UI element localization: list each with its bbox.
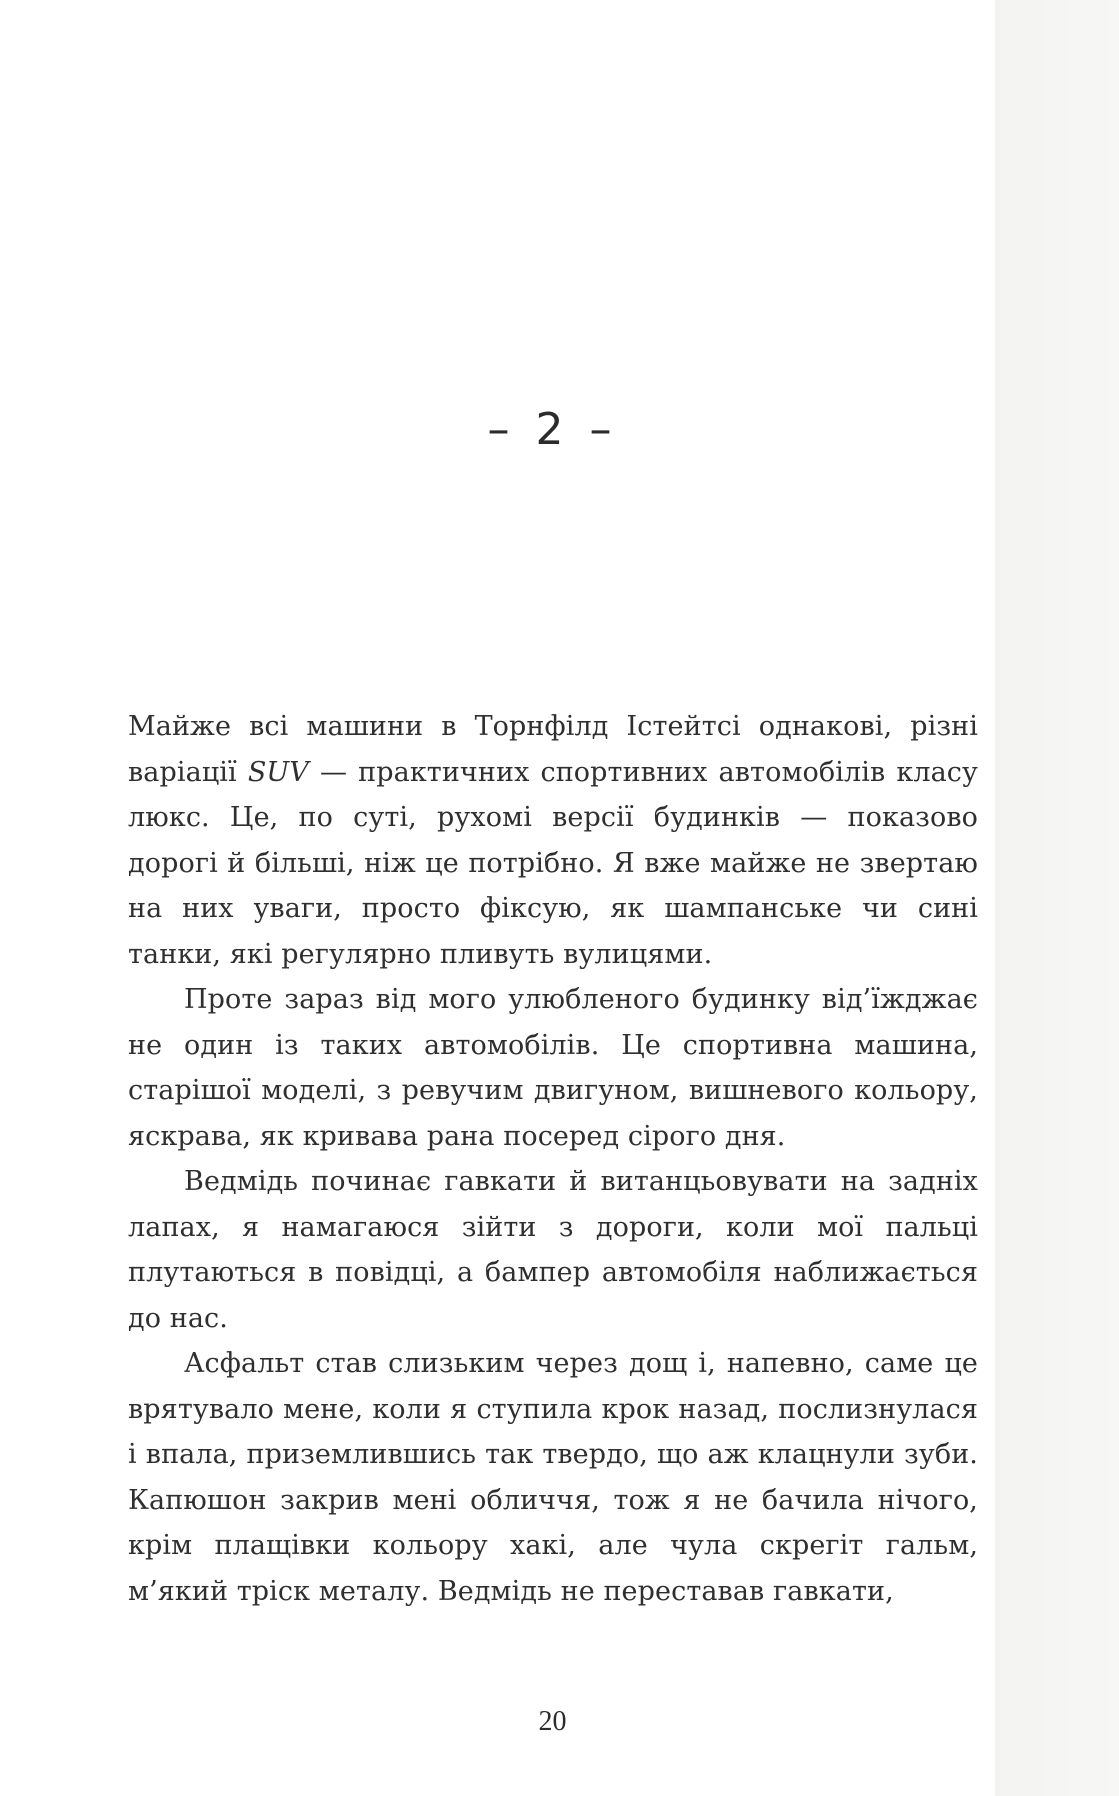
page-edge-margin (995, 0, 1119, 1796)
page-number: 20 (538, 1706, 567, 1737)
paragraph-1-text-a: Майже всі машини в Торнфілд Істейтсі однакові, різні варіації (128, 711, 978, 788)
paragraph-3: Ведмідь починає гавкати й витанцьовувати на задніх лапах, я намагаюся зійти з дороги, коли мої пальці плутаються в повідці, а бампер автомобіля наближається до нас. (128, 1166, 978, 1334)
paragraph-1 (128, 704, 978, 977)
paragraph-2: Проте зараз від мого улюбленого будинку від’їжджає не один із таких автомобілів. Це спортивна машина, старішої моделі, з ревучим двигуном, вишневого кольору, яскрава, як кривава рана посеред сірого дня. (128, 984, 978, 1152)
chapter-number-heading: – 2 – (487, 404, 618, 455)
chapter-body-text (128, 704, 978, 1614)
paragraph-1-emphasis: SUV (247, 756, 309, 788)
paragraph-4: Асфальт став слизьким через дощ і, напевно, саме це врятувало мене, коли я ступила крок назад, послизнулася і впала, приземлившись так твердо, що аж клацнули зуби. Капюшон закрив мені обличчя, тож я не бачила нічого, крім плащівки кольору хакі, але чула скрегіт гальм, м’який тріск металу. Ведмідь не переставав гавкати, (128, 1348, 978, 1607)
paragraph-1-text-b: — практичних спортивних автомобілів класу люкс. Це, по суті, рухомі версії будинків — показово дорогі й більші, ніж це потрібно. Я вже майже не звертаю на них уваги, просто фіксую, як шампанське чи сині танки, які регулярно пливуть вулицями. (128, 756, 978, 970)
